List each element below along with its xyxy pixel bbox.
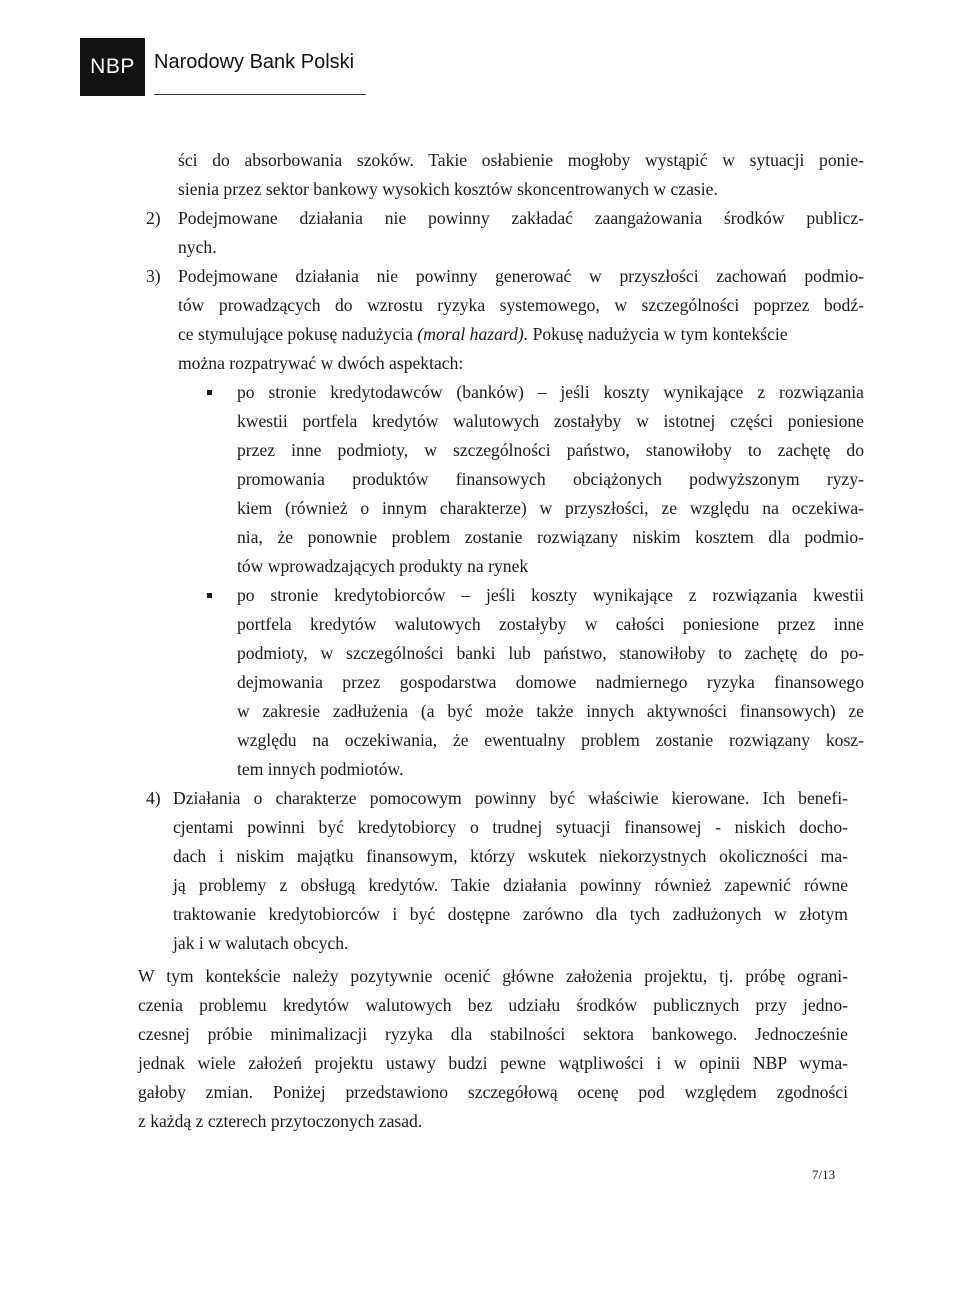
bank-name: Narodowy Bank Polski: [154, 51, 355, 73]
text-line: jak i w walutach obcych.: [173, 933, 349, 953]
nbp-logo: NBP: [80, 38, 145, 96]
list-number: 3): [146, 266, 161, 286]
text-line: tów prowadzących do wzrostu ryzyka systemowego, w szczególności poprzez bodź-: [178, 295, 864, 315]
page-header: [80, 38, 368, 100]
bullet-icon: [207, 390, 212, 395]
text-line: po stronie kredytodawców (banków) – jeśli koszty wynikające z rozwiązania: [237, 382, 864, 402]
text-segment: Pokusę nadużycia w tym kontekście: [532, 324, 788, 344]
text-line: tów wprowadzających produkty na rynek: [237, 556, 529, 576]
text-line: Działania o charakterze pomocowym powinny być właściwie kierowane. Ich benefi-: [173, 788, 848, 808]
text-line: można rozpatrywać w dwóch aspektach:: [178, 353, 464, 373]
text-line: po stronie kredytobiorców – jeśli koszty wynikające z rozwiązania kwestii: [237, 585, 864, 605]
text-line: nia, że ponownie problem zostanie rozwiązany niskim kosztem dla podmio-: [237, 527, 864, 547]
bullet-icon: [207, 593, 212, 598]
text-line: Podejmowane działania nie powinny generować w przyszłości zachowań podmio-: [178, 266, 864, 286]
text-segment: ce stymulujące pokusę nadużycia: [178, 324, 413, 344]
text-line: ści do absorbowania szoków. Takie osłabienie mogłoby wystąpić w sytuacji ponie-: [178, 150, 864, 170]
page-number: 7/13: [812, 1167, 836, 1182]
text-line: promowania produktów finansowych obciążonych podwyższonym ryzy-: [237, 469, 864, 489]
text-line: kwestii portfela kredytów walutowych zostałyby w istotnej części poniesione: [237, 411, 864, 431]
header-divider: [154, 94, 366, 95]
text-line: czenia problemu kredytów walutowych bez udziału środków publicznych przy jedno-: [138, 995, 848, 1015]
text-line: czesnej próbie minimalizacji ryzyka dla stabilności sektora bankowego. Jednocześnie: [138, 1024, 848, 1044]
text-line: Podejmowane działania nie powinny zakładać zaangażowania środków publicz-: [178, 208, 864, 228]
text-line: tem innych podmiotów.: [237, 759, 404, 779]
text-line: kiem (również o innym charakterze) w przyszłości, ze względu na oczekiwa-: [237, 498, 864, 518]
text-line: względu na oczekiwania, że ewentualny problem zostanie rozwiązany kosz-: [237, 730, 864, 750]
text-line: jednak wiele założeń projektu ustawy budzi pewne wątpliwości i w opinii NBP wyma-: [138, 1053, 848, 1073]
text-line: ją problemy z obsługą kredytów. Takie działania powinny również zapewnić równe: [173, 875, 848, 895]
text-line: cjentami powinni być kredytobiorcy o trudnej sytuacji finansowej - niskich docho-: [173, 817, 848, 837]
text-line: nych.: [178, 237, 217, 257]
text-line: z każdą z czterech przytoczonych zasad.: [138, 1111, 423, 1131]
text-line: sienia przez sektor bankowy wysokich kosztów skoncentrowanych w czasie.: [178, 179, 718, 199]
text-line: [178, 320, 788, 349]
text-line: podmioty, w szczególności banki lub państwo, stanowiłoby to zachętę do po-: [237, 643, 864, 663]
text-line: przez inne podmioty, w szczególności państwo, stanowiłoby to zachętę do: [237, 440, 864, 460]
text-line: dach i niskim majątku finansowym, którzy wskutek niekorzystnych okoliczności ma-: [173, 846, 848, 866]
text-line: dejmowania przez gospodarstwa domowe nadmiernego ryzyka finansowego: [237, 672, 864, 692]
text-line: gałoby zmian. Poniżej przedstawiono szczegółową ocenę pod względem zgodności: [138, 1082, 848, 1102]
text-line: W tym kontekście należy pozytywnie ocenić główne założenia projektu, tj. próbę ograni-: [138, 966, 848, 986]
text-line: portfela kredytów walutowych zostałyby w całości poniesione przez inne: [237, 614, 864, 634]
text-line: traktowanie kredytobiorców i być dostępne zarówno dla tych zadłużonych w złotym: [173, 904, 848, 924]
italic-term: (moral hazard).: [417, 324, 529, 344]
text-line: w zakresie zadłużenia (a być może także innych aktywności finansowych) ze: [237, 701, 864, 721]
list-number: 4): [146, 788, 161, 808]
list-number: 2): [146, 208, 161, 228]
